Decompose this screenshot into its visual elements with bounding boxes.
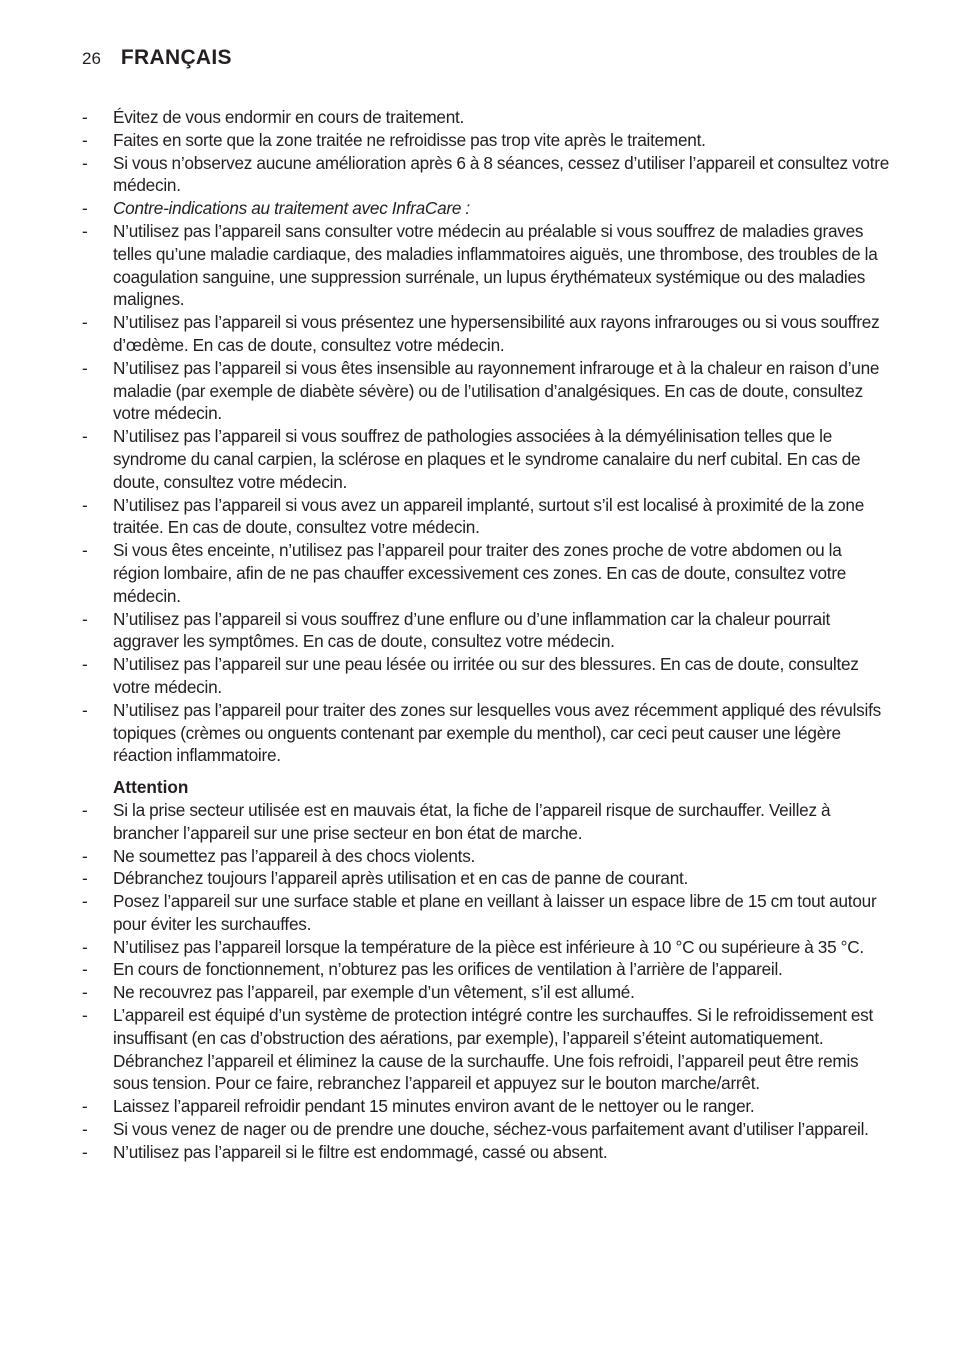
list-item	[82, 936, 890, 959]
list-item-text: N’utilisez pas l’appareil si vous souffrez de pathologies associées à la démyélinisation telles que le syndrome du canal carpien, la sclérose en plaques et le syndrome canalaire du nerf cubital. En cas de doute, consultez votre médecin.	[113, 426, 861, 492]
list-item-text: Si vous venez de nager ou de prendre une douche, séchez-vous parfaitement avant d’utiliser l’appareil.	[113, 1119, 869, 1140]
list-item	[82, 152, 890, 198]
list-item-text: Faites en sorte que la zone traitée ne refroidisse pas trop vite après le traitement.	[113, 129, 706, 150]
list-item	[82, 699, 890, 767]
bullet-dash: -	[82, 129, 88, 150]
list-item	[82, 1118, 890, 1141]
list-item-text: N’utilisez pas l’appareil sur une peau lésée ou irritée ou sur des blessures. En cas de doute, consultez votre médecin.	[113, 654, 859, 697]
list-item-text: N’utilisez pas l’appareil si vous souffrez d’une enflure ou d’une inflammation car la chaleur pourrait aggraver les symptômes. En cas de doute, consultez votre médecin.	[113, 608, 831, 652]
list-item-text: Si la prise secteur utilisée est en mauvais état, la fiche de l’appareil risque de surchauffer. Veillez à brancher l’appareil sur une prise secteur en bon état de marche.	[113, 799, 831, 843]
bullet-dash: -	[82, 152, 88, 173]
list-item	[82, 220, 890, 311]
list-item	[82, 197, 890, 220]
list-item	[82, 1141, 890, 1164]
list-item	[82, 106, 890, 129]
list-item-text: N’utilisez pas l’appareil pour traiter des zones sur lesquelles vous avez récemment appliqué des révulsifs topiques (crèmes ou onguents contenant par exemple du menthol), car ceci peut causer une légère réaction inflammatoire.	[113, 699, 881, 766]
list-item	[82, 357, 890, 425]
list-item	[82, 1004, 890, 1095]
page-content	[82, 106, 890, 1164]
list-item-text: N’utilisez pas l’appareil si vous êtes insensible au rayonnement infrarouge et à la chaleur en raison d’une maladie (par exemple de diabète sévère) ou de l’utilisation d’analgésiques. En cas de doute, consultez votre médecin.	[113, 357, 880, 424]
bullet-dash: -	[82, 107, 88, 127]
list-item-text: Laissez l’appareil refroidir pendant 15 minutes environ avant de le nettoyer ou le ranger.	[113, 1096, 755, 1117]
list-item	[82, 653, 890, 699]
bullet-dash: -	[82, 868, 88, 889]
bullet-dash: -	[82, 220, 88, 241]
list-item-text: En cours de fonctionnement, n’obturez pas les orifices de ventilation à l’arrière de l’appareil.	[113, 959, 783, 980]
bullet-dash: -	[82, 959, 88, 980]
list-item	[82, 890, 890, 936]
list-item	[82, 867, 890, 890]
bullet-dash: -	[82, 936, 88, 957]
list-item-text: Posez l’appareil sur une surface stable et plane en veillant à laisser un espace libre de 15 cm tout autour pour éviter les surchauffes.	[113, 891, 877, 934]
list-item-text: Contre-indications au traitement avec InfraCare :	[113, 198, 470, 219]
bullet-dash: -	[82, 1005, 88, 1026]
bullet-dash: -	[82, 845, 88, 866]
list-item	[82, 425, 890, 493]
list-item-text: L’appareil est équipé d’un système de protection intégré contre les surchauffes. Si le refroidissement est insuffisant (en cas d’obstruction des aérations, par exemple), l’appareil s’éteint automatiquement. Débranchez l’appareil et éliminez la cause de la surchauffe. Une fois refroidi, l’appareil peut être remis sous tension. Pour ce faire, rebranchez l’appareil et appuyez sur le bouton marche/arrêt.	[113, 1005, 874, 1094]
list-item-text: Si vous êtes enceinte, n’utilisez pas l’appareil pour traiter des zones proche de votre abdomen ou la région lombaire, afin de ne pas chauffer excessivement ces zones. En cas de doute, consultez votre médecin.	[113, 540, 847, 606]
bullet-dash: -	[82, 426, 88, 447]
attention-heading: Attention	[113, 777, 189, 798]
contraindications-list	[82, 106, 890, 767]
list-item-text: Débranchez toujours l’appareil après utilisation et en cas de panne de courant.	[113, 868, 689, 889]
bullet-dash: -	[82, 357, 88, 378]
bullet-dash: -	[82, 982, 88, 1003]
list-item-text: N’utilisez pas l’appareil si vous présentez une hypersensibilité aux rayons infrarouges ou si vous souffrez d’œdème. En cas de doute, consultez votre médecin.	[113, 312, 880, 355]
list-item	[82, 608, 890, 654]
list-item	[82, 958, 890, 981]
bullet-dash: -	[82, 312, 88, 333]
page-header	[82, 46, 232, 76]
bullet-dash: -	[82, 198, 88, 219]
bullet-dash: -	[82, 1119, 88, 1140]
list-item-text: N’utilisez pas l’appareil si vous avez un appareil implanté, surtout s’il est localisé à proximité de la zone traitée. En cas de doute, consultez votre médecin.	[113, 494, 865, 538]
list-item-text: Évitez de vous endormir en cours de traitement.	[113, 107, 465, 127]
list-item	[82, 311, 890, 357]
bullet-dash: -	[82, 1141, 88, 1162]
list-item-text: N’utilisez pas l’appareil sans consulter votre médecin au préalable si vous souffrez de maladies graves telles qu’une maladie cardiaque, des maladies inflammatoires aiguës, une thrombose, des troubles de la coagulation sanguine, une suppression surrénale, un lupus érythémateux systémique ou des maladies malignes.	[113, 220, 878, 310]
list-item	[82, 129, 890, 152]
list-item	[82, 1095, 890, 1118]
list-item-text: N’utilisez pas l’appareil si le filtre est endommagé, cassé ou absent.	[113, 1141, 608, 1162]
bullet-dash: -	[82, 699, 88, 720]
bullet-dash: -	[82, 799, 88, 820]
bullet-dash: -	[82, 654, 88, 675]
bullet-dash: -	[82, 608, 88, 629]
list-item-text: Ne recouvrez pas l’appareil, par exemple d’un vêtement, s’il est allumé.	[113, 982, 635, 1003]
attention-list	[82, 799, 890, 1164]
list-item	[82, 494, 890, 540]
list-item	[82, 981, 890, 1004]
list-item	[82, 845, 890, 868]
list-item-text: Si vous n’observez aucune amélioration après 6 à 8 séances, cessez d’utiliser l’appareil et consultez votre médecin.	[113, 152, 890, 196]
bullet-dash: -	[82, 540, 88, 561]
language-title: FRANÇAIS	[120, 46, 232, 69]
list-item-text: Ne soumettez pas l’appareil à des chocs violents.	[113, 845, 476, 866]
list-item-text: N’utilisez pas l’appareil lorsque la température de la pièce est inférieure à 10 °C ou supérieure à 35 °C.	[113, 936, 864, 957]
list-item	[82, 539, 890, 607]
bullet-dash: -	[82, 494, 88, 515]
page-number: 26	[82, 49, 101, 68]
bullet-dash: -	[82, 891, 88, 912]
list-item	[82, 799, 890, 845]
bullet-dash: -	[82, 1096, 88, 1117]
